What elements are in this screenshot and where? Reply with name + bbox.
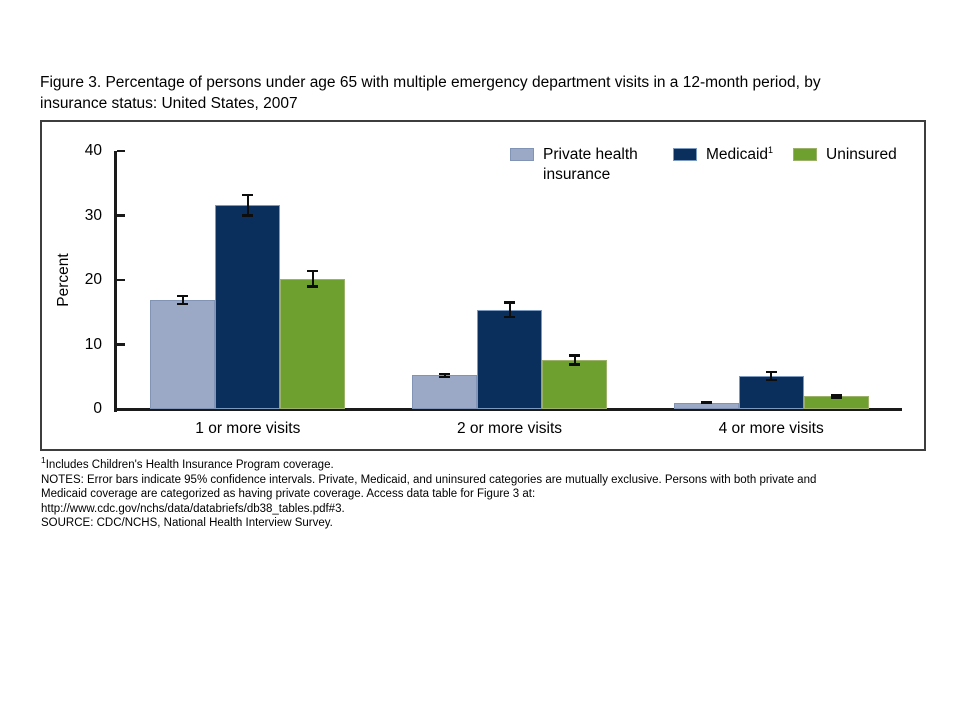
y-tick-label-10: 10 — [84, 335, 102, 353]
bar-private-health-insurance-2-or-more-visits — [412, 375, 477, 409]
bar-uninsured-2-or-more-visits — [542, 360, 607, 409]
error-cap-top-medicaid-4-or-more-visits — [766, 371, 777, 374]
figure-title-line-1: Figure 3. Percentage of persons under age 65 with multiple emergency department visits in a 12-month period, by — [40, 74, 821, 91]
error-cap-bottom-uninsured-1-or-more-visits — [307, 285, 318, 288]
legend-label-private-health-insurance: Private health insurance — [543, 146, 638, 183]
footnote-line: http://www.cdc.gov/nchs/data/databriefs/db38_tables.pdf#3. — [41, 502, 345, 515]
y-axis-title: Percent — [55, 253, 72, 307]
error-cap-bottom-medicaid-2-or-more-visits — [504, 316, 515, 319]
y-tick-30 — [117, 214, 125, 217]
legend-label-uninsured: Uninsured — [826, 146, 897, 163]
legend-footnote-marker: 1 — [768, 144, 774, 155]
error-cap-bottom-medicaid-1-or-more-visits — [242, 214, 253, 217]
error-cap-bottom-uninsured-4-or-more-visits — [831, 396, 842, 399]
footnote-line — [41, 455, 941, 473]
error-cap-top-medicaid-2-or-more-visits — [504, 301, 515, 304]
footnote-superscript: 1 — [41, 455, 46, 466]
figure-title-line-2: insurance status: United States, 2007 — [40, 95, 298, 112]
bar-uninsured-1-or-more-visits — [280, 279, 345, 409]
y-tick-label-30: 30 — [84, 206, 102, 224]
y-tick-40 — [117, 150, 125, 153]
y-tick-label-0: 0 — [93, 400, 102, 417]
error-cap-bottom-private-health-insurance-1-or-more-visits — [177, 303, 188, 306]
plot-area — [55, 142, 902, 437]
x-category-label-4-or-more-visits: 4 or more visits — [718, 420, 824, 437]
footnote-line: NOTES: Error bars indicate 95% confidence intervals. Private, Medicaid, and uninsured categories are mutually exclusive. Persons with both private and — [41, 473, 817, 486]
footnotes — [41, 455, 941, 531]
x-category-label-2-or-more-visits: 2 or more visits — [456, 420, 563, 437]
bar-medicaid-1-or-more-visits — [215, 205, 280, 409]
error-cap-top-uninsured-1-or-more-visits — [307, 270, 318, 273]
error-cap-top-medicaid-1-or-more-visits — [242, 194, 253, 197]
error-cap-top-uninsured-2-or-more-visits — [569, 354, 580, 357]
y-tick-20 — [117, 279, 125, 282]
error-cap-bottom-uninsured-2-or-more-visits — [569, 363, 580, 366]
error-cap-bottom-private-health-insurance-4-or-more-visits — [701, 401, 712, 404]
footnote-text: Includes Children's Health Insurance Program coverage. — [45, 459, 334, 471]
footnote-line: SOURCE: CDC/NCHS, National Health Interview Survey. — [41, 517, 333, 530]
error-cap-bottom-medicaid-4-or-more-visits — [766, 379, 777, 382]
y-tick-label-40: 40 — [84, 142, 102, 159]
bar-private-health-insurance-1-or-more-visits — [150, 300, 215, 409]
footnote-line: Medicaid coverage are categorized as having private coverage. Access data table for Figure 3 at: — [41, 488, 536, 501]
legend-label-medicaid: Medicaid$^1$ — [706, 144, 774, 163]
chart-frame — [40, 120, 926, 451]
bar-medicaid-2-or-more-visits — [477, 310, 542, 409]
error-cap-bottom-private-health-insurance-2-or-more-visits — [439, 376, 450, 379]
error-cap-top-private-health-insurance-1-or-more-visits — [177, 295, 188, 298]
y-tick-label-20: 20 — [84, 271, 102, 288]
figure-title — [40, 72, 940, 114]
x-category-label-1-or-more-visits: 1 or more visits — [195, 420, 301, 437]
y-axis-line — [114, 151, 117, 412]
y-tick-10 — [117, 343, 125, 346]
